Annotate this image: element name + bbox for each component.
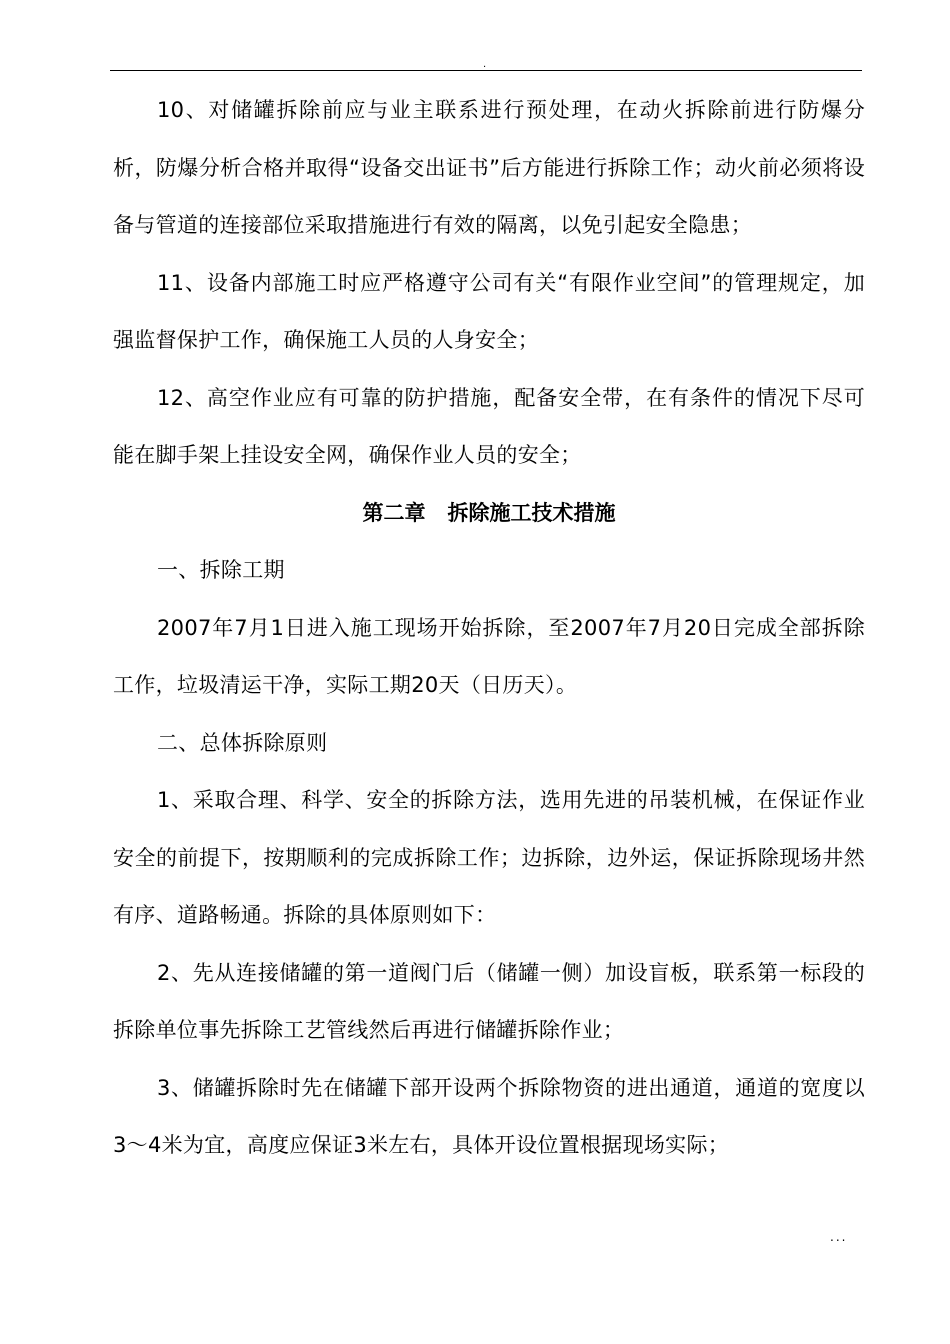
schedule-paragraph: 2007年7月1日进入施工现场开始拆除，至2007年7月20日完成全部拆除工作，垃圾清运干净，实际工期20天（日历天）。 — [113, 615, 865, 697]
section-heading-principles: 二、总体拆除原则 — [157, 730, 328, 755]
paragraph-item-10: 10、对储罐拆除前应与业主联系进行预处理，在动火拆除前进行防爆分析，防爆分析合格并取得“设备交出证书”后方能进行拆除工作；动火前必须将设备与管道的连接部位采取措施进行有效的隔离，以免引起安全隐患； — [113, 98, 865, 237]
paragraph-item-11: 11、设备内部施工时应严格遵守公司有关“有限作业空间”的管理规定，加强监督保护工作，确保施工人员的人身安全； — [113, 270, 865, 352]
header-rule — [110, 70, 862, 71]
chapter-heading — [113, 485, 865, 543]
paragraph-item-12: 12、高空作业应有可靠的防护措施，配备安全带，在有条件的情况下尽可能在脚手架上挂设安全网，确保作业人员的安全； — [113, 385, 865, 467]
principle-item-1: 1、采取合理、科学、安全的拆除方法，选用先进的吊装机械，在保证作业安全的前提下，按期顺利的完成拆除工作；边拆除，边外运，保证拆除现场井然有序、道路畅通。拆除的具体原则如下： — [113, 788, 865, 927]
footer-mark: ... — [830, 1230, 848, 1244]
chapter-number: 第二章 — [362, 500, 426, 525]
principle-item-2: 2、先从连接储罐的第一道阀门后（储罐一侧）加设盲板，联系第一标段的拆除单位事先拆除工艺管线然后再进行储罐拆除作业； — [113, 960, 865, 1042]
header-mark: . — [483, 59, 487, 70]
section-heading-schedule: 一、拆除工期 — [157, 558, 285, 582]
document-body — [113, 82, 865, 1175]
principle-item-3: 3、储罐拆除时先在储罐下部开设两个拆除物资的进出通道，通道的宽度以3～4米为宜，高度应保证3米左右，具体开设位置根据现场实际； — [113, 1075, 865, 1157]
chapter-title: 拆除施工技术措施 — [447, 500, 616, 525]
